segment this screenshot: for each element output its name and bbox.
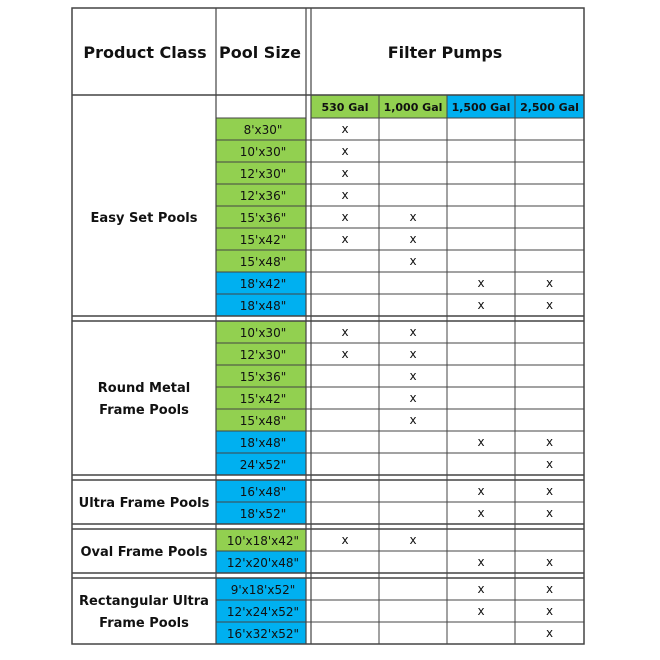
- compatibility-mark: x: [477, 604, 485, 618]
- header-pool-size: Pool Size: [219, 43, 301, 62]
- compatibility-mark: x: [409, 413, 417, 427]
- pump-header-2: 1,000 Gal: [383, 101, 443, 114]
- pump-header-1: 530 Gal: [321, 101, 369, 114]
- compatibility-mark: x: [341, 347, 349, 361]
- compatibility-mark: x: [477, 484, 485, 498]
- compatibility-mark: x: [341, 325, 349, 339]
- compatibility-mark: x: [409, 391, 417, 405]
- pool-size-label: 24'x52": [239, 458, 287, 472]
- compatibility-mark: x: [545, 298, 554, 312]
- pool-size-label: 15'x36": [239, 370, 287, 384]
- compatibility-mark: x: [409, 210, 417, 224]
- pool-size-label: 18'x48": [239, 299, 287, 313]
- compatibility-mark: x: [477, 582, 485, 596]
- compatibility-mark: x: [341, 166, 349, 180]
- compatibility-mark: x: [545, 506, 554, 520]
- compatibility-mark: x: [545, 435, 554, 449]
- pool-size-label: 18'x42": [239, 277, 287, 291]
- pool-size-label: 10'x30": [239, 326, 287, 340]
- pool-size-label: 12'x30": [239, 348, 287, 362]
- compatibility-mark: x: [477, 298, 485, 312]
- compatibility-mark: x: [545, 484, 554, 498]
- product-class-label: Round Metal: [97, 381, 191, 396]
- compatibility-mark: x: [409, 369, 417, 383]
- compatibility-mark: x: [409, 232, 417, 246]
- compatibility-mark: x: [409, 347, 417, 361]
- pool-size-label: 15'x42": [239, 392, 287, 406]
- pool-size-label: 12'x36": [239, 189, 287, 203]
- pool-size-label: 9'x18'x52": [230, 583, 296, 597]
- product-class-label: Frame Pools: [99, 616, 189, 631]
- product-class-label: Easy Set Pools: [90, 211, 198, 226]
- compatibility-mark: x: [341, 533, 349, 547]
- compatibility-mark: x: [409, 254, 417, 268]
- pool-size-label: 12'x20'x48": [226, 556, 300, 570]
- compatibility-mark: x: [341, 232, 349, 246]
- pool-size-label: 12'x30": [239, 167, 287, 181]
- pump-header-3: 1,500 Gal: [451, 101, 511, 114]
- pool-size-label: 15'x42": [239, 233, 287, 247]
- pool-size-label: 10'x18'x42": [226, 534, 300, 548]
- pool-size-label: 15'x36": [239, 211, 287, 225]
- compatibility-mark: x: [341, 210, 349, 224]
- compatibility-mark: x: [477, 506, 485, 520]
- product-class-label: Rectangular Ultra: [79, 594, 209, 609]
- pool-size-label: 16'x32'x52": [226, 627, 300, 641]
- product-class-label: Frame Pools: [99, 403, 189, 418]
- pool-size-label: 15'x48": [239, 255, 287, 269]
- pool-size-label: 18'x48": [239, 436, 287, 450]
- pump-header-4: 2,500 Gal: [520, 101, 579, 114]
- pool-size-label: 12'x24'x52": [226, 605, 300, 619]
- header-filter-pumps: Filter Pumps: [387, 43, 503, 62]
- pool-size-label: 16'x48": [239, 485, 287, 499]
- compatibility-mark: x: [341, 122, 349, 136]
- compatibility-mark: x: [545, 626, 554, 640]
- pool-size-label: 18'x52": [239, 507, 287, 521]
- compatibility-mark: x: [341, 188, 349, 202]
- compatibility-mark: x: [545, 555, 554, 569]
- compatibility-mark: x: [477, 276, 485, 290]
- compatibility-mark: x: [477, 435, 485, 449]
- compatibility-mark: x: [545, 604, 554, 618]
- compatibility-mark: x: [409, 325, 417, 339]
- compatibility-mark: x: [545, 276, 554, 290]
- compatibility-mark: x: [341, 144, 349, 158]
- compatibility-mark: x: [545, 582, 554, 596]
- compatibility-mark: x: [477, 555, 485, 569]
- product-class-label: Ultra Frame Pools: [78, 496, 210, 511]
- pool-size-label: 15'x48": [239, 414, 287, 428]
- pool-size-label: 10'x30": [239, 145, 287, 159]
- product-class-label: Oval Frame Pools: [80, 545, 208, 560]
- compatibility-mark: x: [409, 533, 417, 547]
- header-product-class: Product Class: [83, 43, 207, 62]
- pool-size-label: 8'x30": [243, 123, 283, 137]
- compatibility-mark: x: [545, 457, 554, 471]
